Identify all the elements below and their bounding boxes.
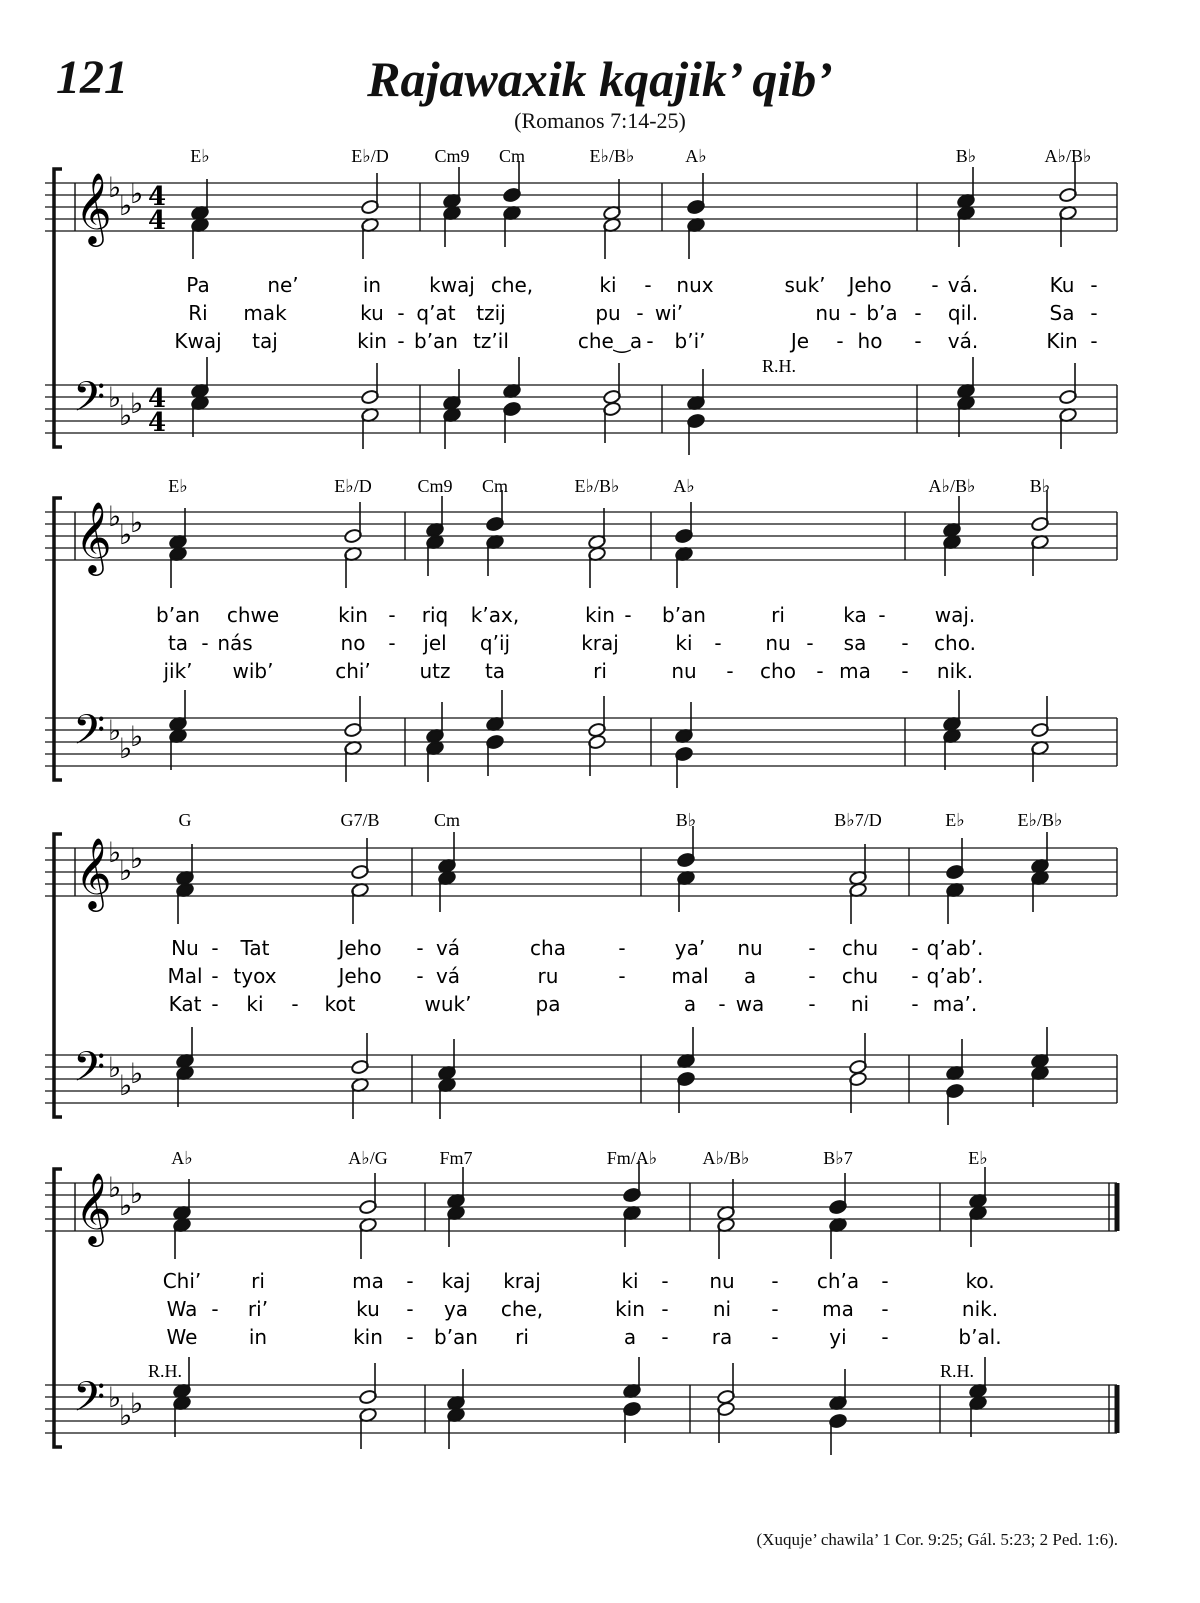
lyric-syllable: - [901, 631, 909, 655]
lyric-syllable: - [931, 273, 939, 297]
lyric-syllable: nás [217, 631, 253, 655]
treble-clef-icon: 𝄞 [75, 171, 112, 244]
lyric-syllable: vá. [947, 329, 979, 353]
lyric-syllable: a [683, 992, 697, 1016]
chord-symbol: Fm7 [439, 1148, 473, 1168]
bass-key-flat-icon: ♭ [108, 714, 122, 747]
lyric-syllable: - [661, 1269, 669, 1293]
lyric-syllable: - [406, 1269, 414, 1293]
right-hand-annotation: R.H. [940, 1361, 975, 1381]
lyric-syllable: chi’ [335, 659, 371, 683]
bass-time-signature-bottom: 4 [148, 408, 167, 438]
lyric-syllable: - [816, 659, 824, 683]
lyric-syllable: ma [352, 1269, 384, 1293]
lyric-syllable: kin [353, 1325, 383, 1349]
lyric-syllable: q’ab’. [926, 936, 984, 960]
lyric-syllable: - [211, 936, 219, 960]
chord-symbol: B♭ [1029, 476, 1051, 496]
lyric-syllable: ku [360, 301, 384, 325]
lyric-syllable: b’an [156, 603, 200, 627]
system-1 [45, 146, 1117, 455]
lyric-syllable: Chi’ [162, 1269, 202, 1293]
lyric-syllable: - [911, 936, 919, 960]
chord-symbol: A♭ [685, 146, 707, 166]
treble-key-flat-icon: ♭ [130, 842, 144, 875]
bass-clef-icon: 𝄢 [73, 1043, 106, 1101]
lyric-syllable: kin [615, 1297, 645, 1321]
system-4 [45, 1148, 1117, 1455]
chord-symbol: B♭ [675, 810, 697, 830]
lyric-syllable: cho. [934, 631, 976, 655]
lyric-syllable: - [771, 1325, 779, 1349]
lyric-syllable: ma [839, 659, 871, 683]
lyric-syllable: ra [711, 1325, 733, 1349]
lyric-syllable: wa [735, 992, 765, 1016]
treble-key-flat-icon: ♭ [108, 171, 122, 204]
lyric-syllable: Ri [188, 301, 208, 325]
bass-key-flat-icon: ♭ [130, 387, 144, 420]
lyric-syllable: - [911, 992, 919, 1016]
lyric-syllable: - [808, 992, 816, 1016]
lyric-syllable: mal [671, 964, 709, 988]
lyric-syllable: b’an [434, 1325, 478, 1349]
lyric-syllable: cha [530, 936, 566, 960]
chord-symbol: Cm [498, 146, 526, 166]
bass-clef-icon: 𝄢 [73, 706, 106, 764]
lyric-syllable: ni [712, 1297, 732, 1321]
lyric-syllable: ki [246, 992, 264, 1016]
lyric-syllable: ka [843, 603, 867, 627]
bass-clef-icon: 𝄢 [73, 373, 106, 431]
lyric-syllable: chu [841, 936, 879, 960]
treble-clef-icon: 𝄞 [75, 836, 112, 909]
right-hand-annotation: R.H. [148, 1361, 183, 1381]
lyric-syllable: ri [771, 603, 785, 627]
lyric-syllable: nu [709, 1269, 735, 1293]
lyric-syllable: - [636, 301, 644, 325]
hymn-number: 121 [56, 51, 128, 104]
lyric-syllable: q’at [416, 301, 456, 325]
lyric-syllable: - [726, 659, 734, 683]
lyric-syllable: - [388, 631, 396, 655]
lyric-syllable: - [397, 301, 405, 325]
lyric-syllable: no [340, 631, 366, 655]
lyric-syllable: ho [857, 329, 883, 353]
chord-symbol: B♭ [955, 146, 977, 166]
lyric-syllable: ri’ [247, 1297, 269, 1321]
lyric-syllable: Jeho [338, 936, 382, 960]
system-2 [45, 476, 1117, 788]
lyric-syllable: q’ij [479, 631, 511, 655]
lyric-syllable: kin [585, 603, 615, 627]
lyric-syllable: b’an [662, 603, 706, 627]
system-3 [45, 810, 1117, 1125]
lyric-syllable: nu [737, 936, 763, 960]
lyric-syllable: ri [593, 659, 607, 683]
lyric-syllable: sa [843, 631, 867, 655]
lyric-syllable: - [406, 1297, 414, 1321]
lyric-syllable: ko. [965, 1269, 995, 1293]
lyric-syllable: b’i’ [674, 329, 706, 353]
lyric-syllable: Jeho [338, 964, 382, 988]
lyric-syllable: - [618, 936, 626, 960]
chord-symbol: A♭/B♭ [928, 476, 976, 496]
lyric-syllable: kin [357, 329, 387, 353]
lyric-syllable: ch’a [816, 1269, 860, 1293]
lyric-syllable: kwaj [429, 273, 475, 297]
lyric-syllable: ru [537, 964, 559, 988]
lyric-syllable: - [914, 301, 922, 325]
lyric-syllable: suk’ [784, 273, 826, 297]
lyric-syllable: Tat [240, 936, 270, 960]
lyric-syllable: - [646, 329, 654, 353]
chord-symbol: Fm/A♭ [606, 1148, 658, 1168]
chord-symbol: Cm [481, 476, 509, 496]
lyric-syllable: b’al. [958, 1325, 1002, 1349]
bass-key-flat-icon: ♭ [119, 1069, 133, 1102]
lyric-syllable: - [1090, 301, 1098, 325]
lyric-syllable: - [849, 301, 857, 325]
lyric-syllable: - [771, 1269, 779, 1293]
lyric-syllable: - [618, 964, 626, 988]
lyric-syllable: Pa [186, 273, 210, 297]
lyric-syllable: b’a [866, 301, 898, 325]
lyric-syllable: nu [765, 631, 791, 655]
lyric-syllable: nux [676, 273, 714, 297]
lyric-syllable: chu [841, 964, 879, 988]
lyric-syllable: ya’ [674, 936, 706, 960]
lyric-syllable: yi [829, 1325, 847, 1349]
treble-key-flat-icon: ♭ [119, 189, 133, 222]
lyric-syllable: tyox [233, 964, 277, 988]
chord-symbol: B♭7/D [834, 810, 882, 830]
chord-symbol: A♭/B♭ [1044, 146, 1092, 166]
treble-time-signature-bottom: 4 [148, 206, 167, 236]
lyric-syllable: ku [356, 1297, 380, 1321]
bass-time-signature-top: 4 [148, 384, 167, 414]
bass-key-flat-icon: ♭ [119, 399, 133, 432]
lyric-syllable: - [406, 1325, 414, 1349]
chord-symbol: Cm [433, 810, 461, 830]
lyric-syllable: ki [621, 1269, 639, 1293]
lyric-syllable: waj. [934, 603, 976, 627]
lyric-syllable: ki [599, 273, 617, 297]
treble-key-flat-icon: ♭ [108, 1171, 122, 1204]
treble-time-signature-top: 4 [148, 182, 167, 212]
chord-symbol: A♭/B♭ [702, 1148, 750, 1168]
chord-symbol: Cm9 [434, 146, 470, 166]
lyric-syllable: - [211, 964, 219, 988]
lyric-syllable: riq [421, 603, 449, 627]
lyric-syllable: Nu [171, 936, 199, 960]
lyric-syllable: - [416, 936, 424, 960]
chord-symbol: A♭ [673, 476, 695, 496]
lyric-syllable: Kin [1046, 329, 1078, 353]
lyric-syllable: - [397, 329, 405, 353]
lyric-syllable: che‿a [577, 329, 643, 353]
lyric-syllable: - [644, 273, 652, 297]
lyric-syllable: wi’ [654, 301, 684, 325]
lyric-syllable: vá [435, 964, 461, 988]
lyric-syllable: a [623, 1325, 637, 1349]
lyric-syllable: ne’ [267, 273, 299, 297]
right-hand-annotation: R.H. [762, 356, 797, 376]
lyric-syllable: ri [515, 1325, 529, 1349]
bass-key-flat-icon: ♭ [119, 1399, 133, 1432]
system-bracket [54, 1169, 62, 1447]
lyric-syllable: - [914, 329, 922, 353]
lyric-syllable: - [661, 1297, 669, 1321]
lyric-syllable: mak [243, 301, 287, 325]
lyric-syllable: ki [675, 631, 693, 655]
lyric-syllable: ma’. [932, 992, 978, 1016]
lyric-syllable: - [1090, 329, 1098, 353]
lyric-syllable: - [624, 603, 632, 627]
lyric-syllable: Kwaj [174, 329, 222, 353]
lyric-syllable: Je [790, 329, 810, 353]
chord-symbol: A♭/G [348, 1148, 388, 1168]
lyric-syllable: - [881, 1269, 889, 1293]
lyric-syllable: - [808, 964, 816, 988]
lyric-syllable: - [878, 603, 886, 627]
lyric-syllable: Ku [1049, 273, 1075, 297]
treble-key-flat-icon: ♭ [130, 177, 144, 210]
lyric-syllable: - [211, 992, 219, 1016]
lyric-syllable: tzij [476, 301, 506, 325]
lyric-syllable: b’an [414, 329, 458, 353]
lyric-syllable: vá. [947, 273, 979, 297]
lyric-syllable: tz’il [473, 329, 509, 353]
scripture-reference: (Romanos 7:14-25) [514, 108, 686, 133]
chord-symbol: E♭/B♭ [1017, 810, 1063, 830]
lyric-syllable: a [743, 964, 757, 988]
lyric-syllable: Mal [167, 964, 203, 988]
chord-symbol: E♭ [945, 810, 965, 830]
lyric-syllable: Kat [168, 992, 202, 1016]
lyric-syllable: k’ax, [470, 603, 520, 627]
bass-key-flat-icon: ♭ [130, 720, 144, 753]
lyric-syllable: - [416, 964, 424, 988]
lyric-syllable: - [881, 1325, 889, 1349]
lyric-syllable: ya [443, 1297, 469, 1321]
lyric-syllable: kraj [581, 631, 619, 655]
chord-symbol: B♭7 [823, 1148, 853, 1168]
lyric-syllable: vá [435, 936, 461, 960]
chord-symbol: E♭/D [334, 476, 372, 496]
bass-key-flat-icon: ♭ [119, 732, 133, 765]
lyric-syllable: - [388, 603, 396, 627]
chord-symbol: E♭ [190, 146, 210, 166]
chord-symbol: A♭ [171, 1148, 193, 1168]
bass-key-flat-icon: ♭ [108, 1051, 122, 1084]
lyric-syllable: ta [484, 659, 506, 683]
bass-clef-icon: 𝄢 [73, 1373, 106, 1431]
lyric-syllable: - [291, 992, 299, 1016]
lyric-syllable: Jeho [848, 273, 892, 297]
lyric-syllable: nu [671, 659, 697, 683]
lyric-syllable: - [661, 1325, 669, 1349]
lyric-syllable: ni [850, 992, 870, 1016]
lyric-syllable: - [881, 1297, 889, 1321]
lyric-syllable: q’ab’. [926, 964, 984, 988]
lyric-syllable: in [362, 273, 382, 297]
lyric-syllable: ma [822, 1297, 854, 1321]
lyric-syllable: wuk’ [424, 992, 472, 1016]
lyric-syllable: - [901, 659, 909, 683]
bass-key-flat-icon: ♭ [130, 1057, 144, 1090]
bass-key-flat-icon: ♭ [130, 1387, 144, 1420]
bass-key-flat-icon: ♭ [108, 1381, 122, 1414]
lyric-syllable: - [808, 936, 816, 960]
lyric-syllable: chwe [226, 603, 280, 627]
lyric-syllable: - [714, 631, 722, 655]
chord-symbol: E♭/D [351, 146, 389, 166]
treble-key-flat-icon: ♭ [130, 1177, 144, 1210]
lyric-syllable: kin [338, 603, 368, 627]
hymn-title: Rajawaxik kqajik’ qib’ [367, 51, 833, 107]
treble-key-flat-icon: ♭ [130, 506, 144, 539]
lyric-syllable: - [211, 1297, 219, 1321]
lyric-syllable: - [201, 631, 209, 655]
bass-key-flat-icon: ♭ [108, 381, 122, 414]
treble-key-flat-icon: ♭ [108, 500, 122, 533]
lyric-syllable: pa [535, 992, 561, 1016]
lyric-syllable: jel [423, 631, 447, 655]
lyric-syllable: cho [760, 659, 796, 683]
treble-clef-icon: 𝄞 [75, 1171, 112, 1244]
lyric-syllable: che, [500, 1297, 544, 1321]
lyric-syllable: wib’ [232, 659, 274, 683]
lyric-syllable: kraj [503, 1269, 541, 1293]
treble-key-flat-icon: ♭ [119, 518, 133, 551]
chord-symbol: G7/B [340, 810, 380, 830]
treble-key-flat-icon: ♭ [108, 836, 122, 869]
lyric-syllable: - [771, 1297, 779, 1321]
system-bracket [54, 834, 62, 1117]
lyric-syllable: jik’ [163, 659, 193, 683]
lyric-syllable: utz [419, 659, 451, 683]
lyric-syllable: - [806, 631, 814, 655]
cross-reference-footer: (Xuquje’ chawila’ 1 Cor. 9:25; Gál. 5:23; 2 Ped. 1:6). [756, 1530, 1118, 1549]
chord-symbol: G [178, 810, 192, 830]
chord-symbol: E♭ [968, 1148, 988, 1168]
lyric-syllable: kot [324, 992, 356, 1016]
chord-symbol: E♭/B♭ [574, 476, 620, 496]
lyric-syllable: Wa [166, 1297, 198, 1321]
system-bracket [54, 169, 62, 447]
lyric-syllable: taj [252, 329, 278, 353]
system-bracket [54, 498, 62, 780]
treble-clef-icon: 𝄞 [75, 500, 112, 573]
lyric-syllable: ta [167, 631, 189, 655]
lyric-syllable: nu [815, 301, 841, 325]
lyric-syllable: - [1090, 273, 1098, 297]
treble-key-flat-icon: ♭ [119, 1189, 133, 1222]
treble-key-flat-icon: ♭ [119, 854, 133, 887]
lyric-syllable: pu [595, 301, 621, 325]
chord-symbol: E♭ [168, 476, 188, 496]
lyric-syllable: che, [490, 273, 534, 297]
lyric-syllable: Sa [1049, 301, 1075, 325]
chord-symbol: E♭/B♭ [589, 146, 635, 166]
lyric-syllable: kaj [441, 1269, 471, 1293]
lyric-syllable: - [718, 992, 726, 1016]
lyric-syllable: We [166, 1325, 198, 1349]
lyric-syllable: nik. [961, 1297, 999, 1321]
lyric-syllable: - [911, 964, 919, 988]
lyric-syllable: - [836, 329, 844, 353]
lyric-syllable: qil. [947, 301, 979, 325]
lyric-syllable: nik. [936, 659, 974, 683]
lyric-syllable: in [248, 1325, 268, 1349]
lyric-syllable: ri [251, 1269, 265, 1293]
chord-symbol: Cm9 [417, 476, 453, 496]
